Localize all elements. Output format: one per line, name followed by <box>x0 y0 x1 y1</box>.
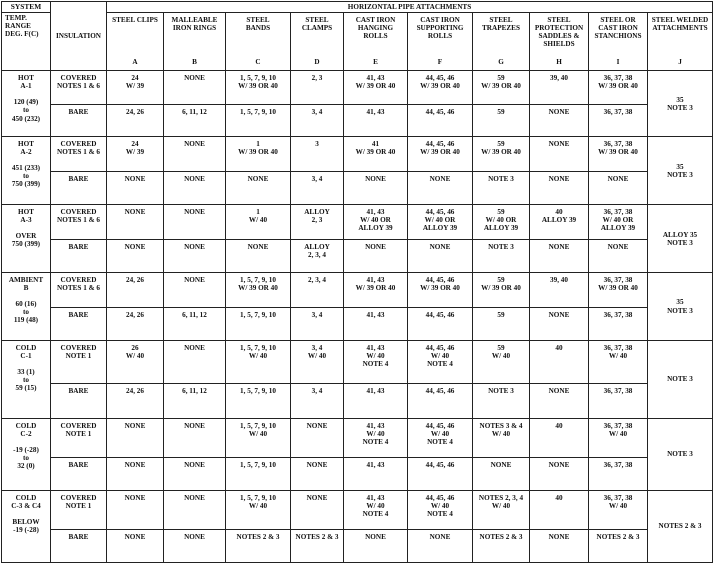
attachment-cell-h: NONE <box>530 240 589 273</box>
spacer <box>3 90 49 98</box>
table-row <box>2 172 713 205</box>
attachment-cell-d: 3, 4 W/ 40 <box>291 341 344 383</box>
attachment-cell-a: NONE <box>107 490 164 529</box>
insulation-cell: COVERED NOTES 1 & 6 <box>51 205 107 240</box>
attachment-cell-g: 59 W/ 39 OR 40 <box>473 71 530 105</box>
attachment-cell-c: 1, 5, 7, 9, 10 <box>226 308 291 341</box>
spacer <box>3 510 49 518</box>
attachment-cell-i: 36, 37, 38 W/ 39 OR 40 <box>589 71 648 105</box>
attachment-cell-b: NONE <box>164 490 226 529</box>
column-letter: E <box>373 58 378 67</box>
attachment-cell-c: NOTES 2 & 3 <box>226 530 291 563</box>
attachment-cell-h: NONE <box>530 383 589 418</box>
column-letter: G <box>498 58 504 67</box>
attachment-cell-b: NONE <box>164 341 226 383</box>
attachment-cell-a: 24 W/ 39 <box>107 71 164 105</box>
attachment-cell-b: 6, 11, 12 <box>164 308 226 341</box>
attachment-cell-e: 41, 43 W/ 39 OR 40 <box>344 71 408 105</box>
column-label: STEEL TRAPEZES <box>482 16 520 33</box>
horizontal-attachments-header: HORIZONTAL PIPE ATTACHMENTS <box>107 2 713 13</box>
insulation-cell: COVERED NOTE 1 <box>51 418 107 457</box>
attachment-cell-g: 59 W/ 39 OR 40 <box>473 137 530 172</box>
attachment-cell-i: 36, 37, 38 <box>589 308 648 341</box>
attachment-cell-b: NONE <box>164 137 226 172</box>
pipe-attachment-table <box>1 1 713 563</box>
attachment-cell-i: NONE <box>589 240 648 273</box>
system-cell <box>2 137 51 205</box>
attachment-cell-f: 44, 45, 46 W/ 40 NOTE 4 <box>408 341 473 383</box>
attachment-cell-h: NONE <box>530 105 589 137</box>
system-cell <box>2 418 51 490</box>
attachment-cell-a: NONE <box>107 240 164 273</box>
insulation-cell: BARE <box>51 308 107 341</box>
column-header-b <box>164 13 226 71</box>
spacer <box>3 438 49 446</box>
attachment-cell-e: 41, 43 W/ 40 NOTE 4 <box>344 418 408 457</box>
attachment-cell-h: NONE <box>530 308 589 341</box>
attachment-cell-c: 1, 5, 7, 9, 10 W/ 39 OR 40 <box>226 71 291 105</box>
column-label: CAST IRON HANGING ROLLS <box>355 16 396 41</box>
table-row <box>2 418 713 457</box>
column-header-d <box>291 13 344 71</box>
column-header-i <box>589 13 648 71</box>
attachment-cell-g: NONE <box>473 457 530 490</box>
insulation-cell: BARE <box>51 457 107 490</box>
temp-range: -19 (-28) to 32 (0) <box>13 445 39 470</box>
attachment-cell-a: 24 W/ 39 <box>107 137 164 172</box>
attachment-cell-f: NONE <box>408 172 473 205</box>
table-row <box>2 308 713 341</box>
insulation-header: INSULATION <box>51 2 107 71</box>
attachment-cell-h: NONE <box>530 530 589 563</box>
attachment-cell-d: 3 <box>291 137 344 172</box>
attachment-cell-c: 1 W/ 40 <box>226 205 291 240</box>
insulation-cell: BARE <box>51 172 107 205</box>
attachment-cell-d: NOTES 2 & 3 <box>291 530 344 563</box>
attachment-cell-g: NOTES 2, 3, 4 W/ 40 <box>473 490 530 529</box>
column-label: CAST IRON SUPPORTING ROLLS <box>416 16 464 41</box>
attachment-cell-i: 36, 37, 38 <box>589 383 648 418</box>
table-row <box>2 137 713 172</box>
attachment-cell-g: NOTES 2 & 3 <box>473 530 530 563</box>
column-label: MALLEABLE IRON RINGS <box>171 16 218 33</box>
attachment-cell-c: 1 W/ 39 OR 40 <box>226 137 291 172</box>
attachment-cell-c: 1, 5, 7, 9, 10 <box>226 457 291 490</box>
attachment-cell-h: 40 <box>530 341 589 383</box>
system-cell <box>2 71 51 137</box>
attachment-cell-d: 2, 3 <box>291 71 344 105</box>
attachment-cell-d: NONE <box>291 418 344 457</box>
attachment-cell-a: NONE <box>107 205 164 240</box>
column-letter: D <box>314 58 320 67</box>
table-row <box>2 341 713 383</box>
attachment-cell-a: NONE <box>107 457 164 490</box>
attachment-cell-a: 24, 26 <box>107 105 164 137</box>
column-letter: I <box>616 58 620 67</box>
spacer <box>3 292 49 300</box>
attachment-cell-f: 44, 45, 46 <box>408 457 473 490</box>
system-name: HOT A-2 <box>18 140 34 157</box>
attachment-cell-b: NONE <box>164 418 226 457</box>
column-label: STEEL CLAMPS <box>301 16 333 33</box>
column-label: STEEL BANDS <box>245 16 271 33</box>
attachment-cell-i: 36, 37, 38 W/ 39 OR 40 <box>589 137 648 172</box>
temp-range: OVER 750 (399) <box>11 232 41 249</box>
attachment-cell-e: NONE <box>344 172 408 205</box>
attachment-cell-d: 3, 4 <box>291 172 344 205</box>
table-row <box>2 457 713 490</box>
attachment-cell-e: 41, 43 W/ 40 NOTE 4 <box>344 341 408 383</box>
attachment-cell-g: NOTE 3 <box>473 240 530 273</box>
spacer <box>3 224 49 232</box>
table-row <box>2 205 713 240</box>
temp-range: 451 (233) to 750 (399) <box>11 164 41 189</box>
attachment-cell-e: 41, 43 <box>344 308 408 341</box>
attachment-cell-h: 40 ALLOY 39 <box>530 205 589 240</box>
spacer <box>3 156 49 164</box>
spacer <box>3 360 49 368</box>
attachment-cell-a: NONE <box>107 530 164 563</box>
attachment-cell-b: NONE <box>164 172 226 205</box>
welded-attachment-cell: NOTES 2 & 3 <box>648 490 713 562</box>
table-row <box>2 530 713 563</box>
attachment-cell-e: 41, 43 <box>344 457 408 490</box>
attachment-cell-c: 1, 5, 7, 9, 10 W/ 40 <box>226 418 291 457</box>
table-row <box>2 490 713 529</box>
attachment-cell-i: 36, 37, 38 W/ 40 OR ALLOY 39 <box>589 205 648 240</box>
system-name: AMBIENT B <box>8 276 44 293</box>
attachment-cell-b: NONE <box>164 71 226 105</box>
insulation-cell: COVERED NOTES 1 & 6 <box>51 137 107 172</box>
attachment-cell-e: 41 W/ 39 OR 40 <box>344 137 408 172</box>
attachment-cell-a: 24, 26 <box>107 383 164 418</box>
attachment-cell-i: 36, 37, 38 <box>589 457 648 490</box>
attachment-cell-i: 36, 37, 38 W/ 40 <box>589 490 648 529</box>
attachment-cell-i: 36, 37, 38 W/ 40 <box>589 341 648 383</box>
column-header-h <box>530 13 589 71</box>
system-name: HOT A-3 <box>18 208 34 225</box>
attachment-cell-b: 6, 11, 12 <box>164 105 226 137</box>
attachment-cell-c: NONE <box>226 240 291 273</box>
system-name: HOT A-1 <box>18 74 34 91</box>
attachment-cell-e: 41, 43 W/ 39 OR 40 <box>344 273 408 308</box>
attachment-cell-e: NONE <box>344 240 408 273</box>
attachment-cell-d: 2, 3, 4 <box>291 273 344 308</box>
attachment-cell-f: NONE <box>408 240 473 273</box>
column-label: STEEL WELDED ATTACHMENTS <box>651 16 709 33</box>
welded-attachment-cell: NOTE 3 <box>648 341 713 419</box>
attachment-cell-g: 59 W/ 40 OR ALLOY 39 <box>473 205 530 240</box>
attachment-cell-a: 26 W/ 40 <box>107 341 164 383</box>
attachment-cell-i: 36, 37, 38 W/ 40 <box>589 418 648 457</box>
attachment-cell-e: 41, 43 <box>344 105 408 137</box>
column-label: STEEL CLIPS <box>112 16 158 25</box>
system-header: SYSTEM <box>2 2 51 13</box>
attachment-cell-c: NONE <box>226 172 291 205</box>
attachment-cell-h: 40 <box>530 418 589 457</box>
attachment-cell-f: 44, 45, 46 W/ 40 OR ALLOY 39 <box>408 205 473 240</box>
table-row <box>2 71 713 105</box>
system-cell <box>2 205 51 273</box>
temp-range: BELOW -19 (-28) <box>12 517 40 534</box>
attachment-cell-e: NONE <box>344 530 408 563</box>
column-letter: J <box>678 58 682 67</box>
column-label: STEEL PROTECTION SADDLES & SHIELDS <box>534 16 584 49</box>
insulation-cell: BARE <box>51 105 107 137</box>
insulation-cell: COVERED NOTES 1 & 6 <box>51 273 107 308</box>
insulation-cell: BARE <box>51 240 107 273</box>
attachment-cell-a: 24, 26 <box>107 273 164 308</box>
column-header-c <box>226 13 291 71</box>
attachment-cell-a: NONE <box>107 418 164 457</box>
column-letter: B <box>192 58 197 67</box>
attachment-cell-b: NONE <box>164 205 226 240</box>
attachment-cell-g: 59 <box>473 105 530 137</box>
welded-attachment-cell: 35 NOTE 3 <box>648 273 713 341</box>
attachment-cell-i: NOTES 2 & 3 <box>589 530 648 563</box>
insulation-cell: COVERED NOTE 1 <box>51 490 107 529</box>
system-name: COLD C-2 <box>15 421 37 438</box>
attachment-cell-h: NONE <box>530 457 589 490</box>
attachment-cell-f: 44, 45, 46 <box>408 308 473 341</box>
attachment-cell-b: NONE <box>164 273 226 308</box>
system-cell <box>2 273 51 341</box>
column-letter: H <box>556 58 562 67</box>
column-header-g <box>473 13 530 71</box>
table-row <box>2 273 713 308</box>
temp-range-header: TEMP. RANGE DEG. F(C) <box>2 13 51 71</box>
temp-range: 33 (1) to 59 (15) <box>15 368 37 393</box>
attachment-cell-g: 59 <box>473 308 530 341</box>
column-header-e <box>344 13 408 71</box>
attachment-cell-f: 44, 45, 46 <box>408 383 473 418</box>
system-name: COLD C-3 & C4 <box>11 493 41 510</box>
attachment-cell-g: 59 W/ 40 <box>473 341 530 383</box>
attachment-cell-g: NOTE 3 <box>473 172 530 205</box>
attachment-cell-f: NONE <box>408 530 473 563</box>
column-header-f <box>408 13 473 71</box>
attachment-cell-e: 41, 43 W/ 40 OR ALLOY 39 <box>344 205 408 240</box>
column-header-a <box>107 13 164 71</box>
system-cell <box>2 341 51 419</box>
attachment-cell-b: NONE <box>164 457 226 490</box>
attachment-cell-c: 1, 5, 7, 9, 10 W/ 40 <box>226 341 291 383</box>
attachment-cell-f: 44, 45, 46 W/ 40 NOTE 4 <box>408 418 473 457</box>
table-row <box>2 105 713 137</box>
attachment-cell-h: 39, 40 <box>530 71 589 105</box>
attachment-cell-d: 3, 4 <box>291 308 344 341</box>
attachment-cell-d: 3, 4 <box>291 105 344 137</box>
column-letter: F <box>437 58 443 67</box>
column-letter: A <box>132 58 138 67</box>
insulation-cell: COVERED NOTES 1 & 6 <box>51 71 107 105</box>
attachment-cell-c: 1, 5, 7, 9, 10 W/ 39 OR 40 <box>226 273 291 308</box>
attachment-cell-h: NONE <box>530 172 589 205</box>
attachment-cell-g: NOTES 3 & 4 W/ 40 <box>473 418 530 457</box>
attachment-cell-d: NONE <box>291 490 344 529</box>
table-row <box>2 383 713 418</box>
attachment-cell-d: 3, 4 <box>291 383 344 418</box>
attachment-cell-i: NONE <box>589 172 648 205</box>
attachment-cell-b: NONE <box>164 530 226 563</box>
attachment-cell-a: NONE <box>107 172 164 205</box>
attachment-cell-e: 41, 43 <box>344 383 408 418</box>
insulation-cell: BARE <box>51 530 107 563</box>
attachment-cell-h: NONE <box>530 137 589 172</box>
welded-attachment-cell: NOTE 3 <box>648 418 713 490</box>
system-cell <box>2 490 51 562</box>
insulation-cell: BARE <box>51 383 107 418</box>
attachment-cell-c: 1, 5, 7, 9, 10 <box>226 105 291 137</box>
attachment-cell-f: 44, 45, 46 <box>408 105 473 137</box>
attachment-cell-h: 40 <box>530 490 589 529</box>
welded-attachment-cell: ALLOY 35 NOTE 3 <box>648 205 713 273</box>
column-header-j <box>648 13 713 71</box>
table-row <box>2 240 713 273</box>
attachment-cell-h: 39, 40 <box>530 273 589 308</box>
attachment-cell-a: 24, 26 <box>107 308 164 341</box>
attachment-cell-b: 6, 11, 12 <box>164 383 226 418</box>
attachment-cell-d: ALLOY 2, 3, 4 <box>291 240 344 273</box>
temp-range: 60 (16) to 119 (48) <box>13 300 39 325</box>
attachment-cell-f: 44, 45, 46 W/ 39 OR 40 <box>408 273 473 308</box>
attachment-cell-g: NOTE 3 <box>473 383 530 418</box>
welded-attachment-cell: 35 NOTE 3 <box>648 137 713 205</box>
attachment-cell-d: ALLOY 2, 3 <box>291 205 344 240</box>
column-label: STEEL OR CAST IRON STANCHIONS <box>594 16 642 41</box>
temp-range: 120 (49) to 450 (232) <box>11 98 41 123</box>
welded-attachment-cell: 35 NOTE 3 <box>648 71 713 137</box>
attachment-cell-f: 44, 45, 46 W/ 39 OR 40 <box>408 71 473 105</box>
attachment-cell-g: 59 W/ 39 OR 40 <box>473 273 530 308</box>
attachment-cell-f: 44, 45, 46 W/ 39 OR 40 <box>408 137 473 172</box>
attachment-cell-c: 1, 5, 7, 9, 10 <box>226 383 291 418</box>
insulation-cell: COVERED NOTE 1 <box>51 341 107 383</box>
column-letter: C <box>255 58 261 67</box>
attachment-cell-e: 41, 43 W/ 40 NOTE 4 <box>344 490 408 529</box>
attachment-cell-d: NONE <box>291 457 344 490</box>
attachment-cell-f: 44, 45, 46 W/ 40 NOTE 4 <box>408 490 473 529</box>
attachment-cell-b: NONE <box>164 240 226 273</box>
attachment-cell-c: 1, 5, 7, 9, 10 W/ 40 <box>226 490 291 529</box>
attachment-cell-i: 36, 37, 38 W/ 39 OR 40 <box>589 273 648 308</box>
system-name: COLD C-1 <box>15 344 37 361</box>
attachment-cell-i: 36, 37, 38 <box>589 105 648 137</box>
